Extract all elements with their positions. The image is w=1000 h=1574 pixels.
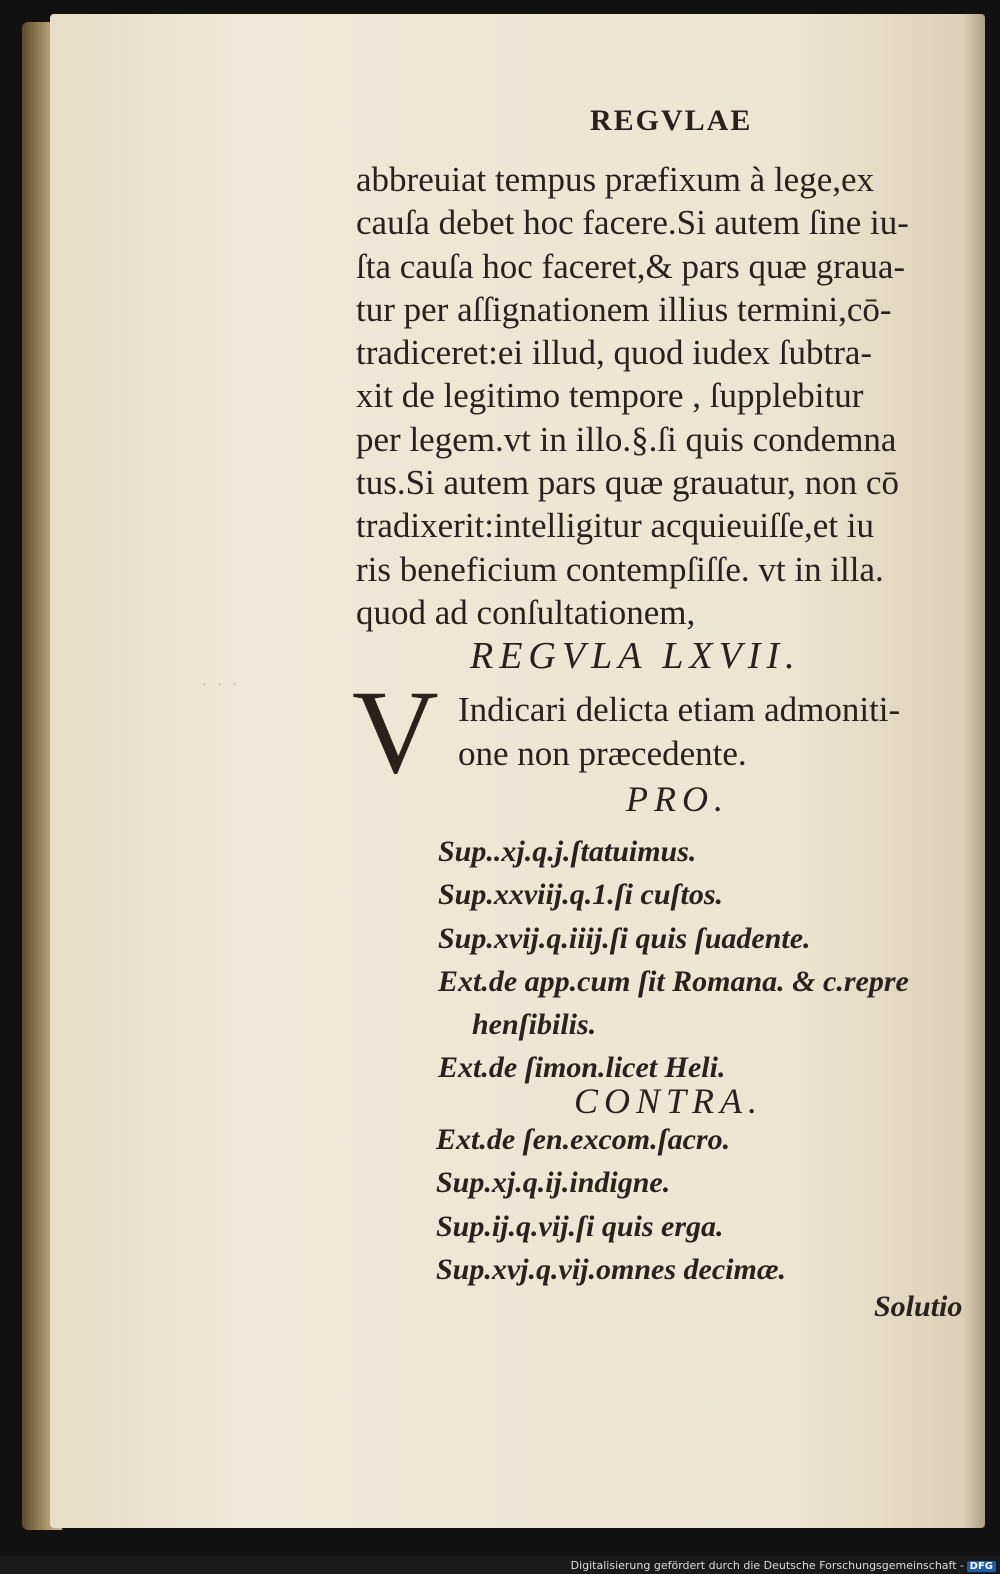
body-line: xit de legitimo tempore , ſupplebitur [356, 376, 864, 416]
pro-citations [438, 830, 909, 1090]
drop-cap-initial: V [352, 665, 439, 798]
contra-citations [436, 1118, 786, 1291]
body-line: ris beneficium contempſiſſe. vt in illa. [356, 549, 884, 589]
funding-credit: Digitalisierung gefördert durch die Deutsche Forschungsgemeinschaft - [570, 1559, 964, 1572]
body-line: tradiceret:ei illud, quod iudex ſubtra- [356, 333, 873, 373]
contra-heading: CONTRA. [574, 1081, 764, 1121]
body-line: per legem.vt in illo.§.ſi quis condemna [356, 419, 897, 459]
citation: Sup.ij.q.vij.ſi quis erga. [436, 1209, 724, 1243]
rule-line: one non præcedente. [458, 734, 747, 773]
running-head: REGVLAE [590, 104, 753, 137]
citation: henſibilis. [472, 1008, 597, 1042]
body-line: abbreuiat tempus præfixum à lege,ex [356, 160, 875, 199]
body-paragraph [356, 158, 981, 634]
pro-heading: PRO. [626, 779, 729, 819]
rule-statement [458, 688, 900, 776]
body-line: tur per aſſignationem illius termini,cō- [356, 289, 892, 329]
citation: Sup..xj.q.j.ſtatuimus. [438, 835, 697, 868]
citation: Sup.xvj.q.vij.omnes decimæ. [436, 1252, 786, 1286]
citation: Sup.xvij.q.iiij.ſi quis ſuadente. [438, 921, 811, 955]
citation: Ext.de ſen.excom.ſacro. [436, 1123, 731, 1156]
body-line: tradixerit:intelligitur acquieuiſſe,et iu [356, 506, 875, 546]
citation: Ext.de app.cum ſit Romana. & c.repre [438, 964, 909, 998]
catchword: Solutio [874, 1290, 963, 1323]
body-line: cauſa debet hoc facere.Si autem ſine iu- [356, 203, 909, 243]
footer-bar [0, 1556, 1000, 1574]
dfg-logo: DFG [967, 1561, 996, 1572]
body-line: ſta cauſa hoc faceret,& pars quæ graua- [356, 246, 906, 286]
citation: Ext.de ſimon.licet Heli. [438, 1051, 726, 1085]
rule-heading: REGVLA LXVII. [470, 635, 801, 677]
show-through-text: · · · [200, 670, 239, 699]
body-line: quod ad conſultationem, [356, 592, 696, 632]
citation: Sup.xj.q.ij.indigne. [436, 1166, 671, 1200]
citation: Sup.xxviij.q.1.ſi cuſtos. [438, 878, 724, 912]
body-line: tus.Si autem pars quæ grauatur, non cō [356, 463, 899, 503]
rule-line: Indicari delicta etiam admoniti- [458, 690, 901, 729]
